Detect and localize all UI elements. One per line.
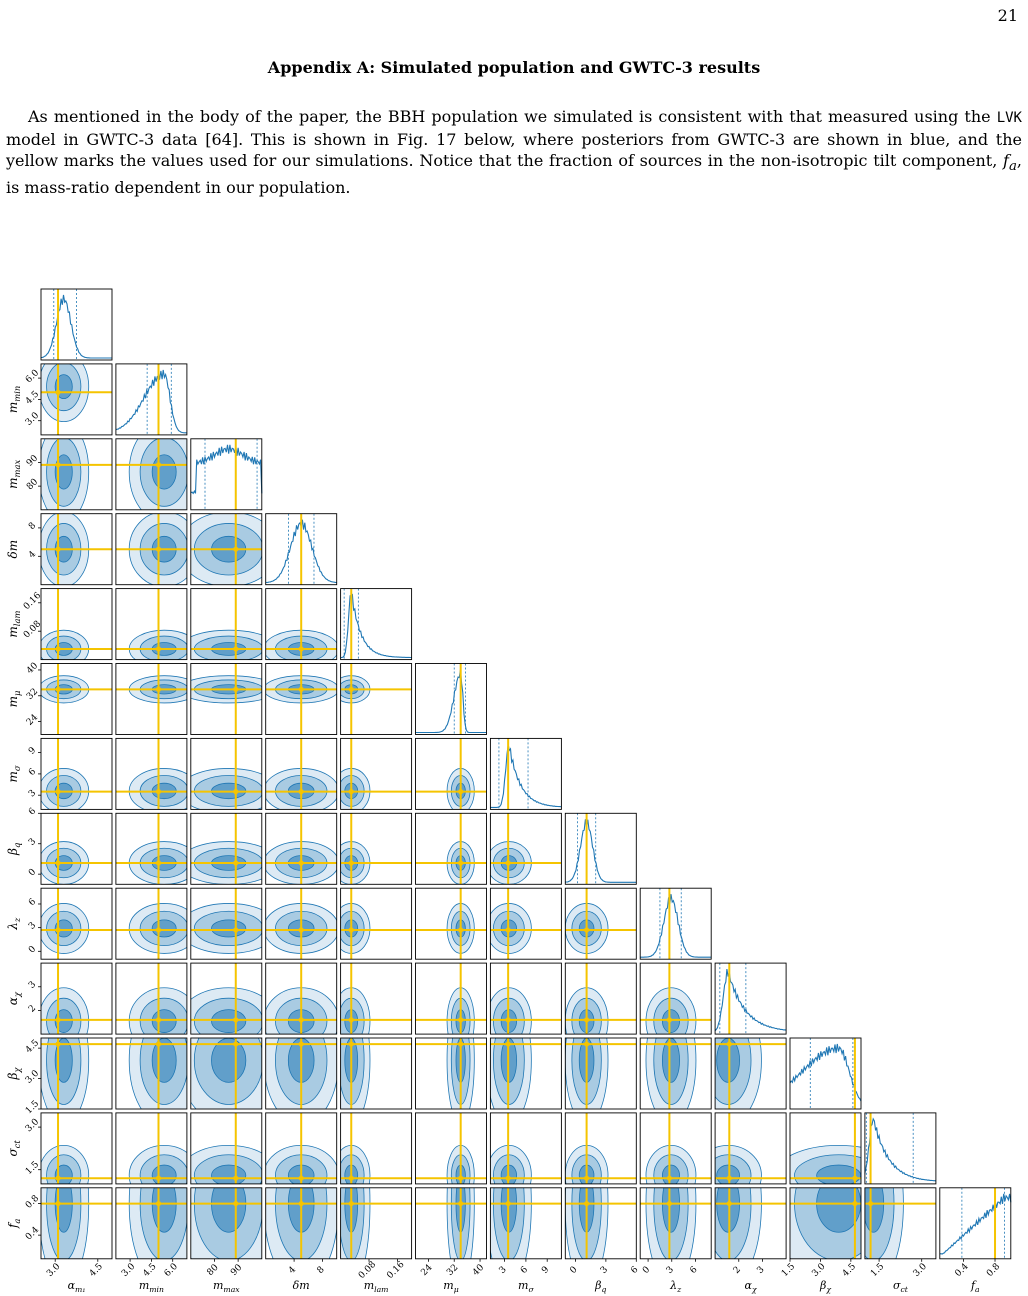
truth-point bbox=[458, 860, 463, 865]
truth-point bbox=[458, 1176, 463, 1181]
panel-frame bbox=[416, 664, 487, 735]
panel-2-0 bbox=[6, 422, 112, 522]
contour-level-3 bbox=[211, 1165, 245, 1186]
posterior-histogram bbox=[715, 969, 786, 1031]
panel-7-1 bbox=[116, 813, 199, 884]
truth-point bbox=[156, 1201, 161, 1206]
truth-point bbox=[55, 687, 60, 692]
truth-point bbox=[868, 1201, 873, 1206]
x-axis-label: $\alpha_{m_1}$ bbox=[67, 1278, 86, 1294]
panel-8-7 bbox=[565, 888, 636, 959]
truth-point bbox=[233, 1017, 238, 1022]
truth-point bbox=[667, 1017, 672, 1022]
truth-point bbox=[156, 927, 161, 932]
truth-point bbox=[156, 860, 161, 865]
truth-point bbox=[55, 927, 60, 932]
x-axis-label: δm bbox=[292, 1278, 310, 1292]
truth-point bbox=[349, 927, 354, 932]
y-tick-label: 3.0 bbox=[23, 1117, 42, 1135]
panel-3-0 bbox=[6, 512, 112, 587]
contour-level-3 bbox=[152, 1165, 176, 1186]
panel-2-1 bbox=[116, 422, 199, 522]
posterior-histogram bbox=[640, 894, 711, 957]
truth-point bbox=[156, 687, 161, 692]
y-tick-label: 40 bbox=[25, 660, 41, 677]
y-tick-label: 3 bbox=[27, 920, 39, 932]
panel-6-4 bbox=[333, 738, 412, 813]
posterior-histogram bbox=[416, 670, 487, 733]
x-tick-label: 3.0 bbox=[911, 1261, 929, 1279]
panel-5-5 bbox=[416, 664, 487, 735]
panel-8-0 bbox=[6, 888, 112, 959]
panel-12-5 bbox=[416, 1120, 487, 1294]
panel-7-7 bbox=[565, 813, 636, 884]
y-tick-label: 4 bbox=[27, 549, 39, 561]
truth-point bbox=[584, 1041, 589, 1046]
y-axis-label: $\beta_\chi$ bbox=[6, 1067, 22, 1080]
y-axis-label: $\sigma_{ct}$ bbox=[6, 1140, 22, 1157]
x-tick-label: 6 bbox=[688, 1264, 700, 1276]
truth-point bbox=[852, 1176, 857, 1181]
x-tick-label: 3 bbox=[497, 1264, 509, 1276]
contour-level-3 bbox=[662, 1165, 679, 1186]
x-axis-label: $m_\sigma$ bbox=[518, 1278, 534, 1294]
panel-8-6 bbox=[486, 888, 561, 959]
truth-point bbox=[233, 860, 238, 865]
contour-level-3 bbox=[152, 1010, 176, 1033]
truth-point bbox=[55, 860, 60, 865]
panel-10-9 bbox=[695, 996, 786, 1125]
symbol-f: f bbox=[1003, 151, 1009, 170]
y-tick-label: 4.5 bbox=[23, 1038, 42, 1056]
truth-point bbox=[506, 1201, 511, 1206]
posterior-histogram bbox=[940, 1194, 1011, 1254]
y-tick-label: 6.0 bbox=[23, 368, 42, 386]
truth-point bbox=[233, 547, 238, 552]
panel-7-2 bbox=[179, 813, 279, 884]
panel-4-1 bbox=[116, 589, 199, 668]
y-axis-label: $\beta_q$ bbox=[6, 842, 22, 855]
x-tick-label: 6 bbox=[518, 1264, 531, 1276]
truth-point bbox=[55, 462, 60, 467]
panel-7-4 bbox=[333, 813, 412, 884]
x-tick-label: 6.0 bbox=[162, 1261, 180, 1279]
contour-level-3 bbox=[211, 920, 245, 937]
y-tick-label: 8 bbox=[27, 520, 39, 533]
y-tick-label: 1.5 bbox=[23, 1159, 42, 1177]
truth-point bbox=[299, 927, 304, 932]
posterior-histogram bbox=[865, 1119, 936, 1181]
panel-4-2 bbox=[179, 589, 279, 668]
panel-11-11 bbox=[865, 1113, 936, 1184]
truth-point bbox=[458, 927, 463, 932]
truth-point bbox=[55, 390, 60, 395]
y-tick-label: 3.0 bbox=[23, 1068, 42, 1086]
truth-point bbox=[156, 789, 161, 794]
body-paragraph bbox=[6, 106, 1022, 198]
truth-point bbox=[233, 687, 238, 692]
truth-point bbox=[506, 927, 511, 932]
x-tick-label: 0 bbox=[641, 1264, 653, 1276]
x-axis-label: $\alpha_\chi$ bbox=[744, 1278, 757, 1294]
y-tick-label: 90 bbox=[25, 453, 41, 469]
panel-8-3 bbox=[264, 888, 339, 959]
y-tick-label: 9 bbox=[27, 745, 39, 757]
truth-point bbox=[233, 1041, 238, 1046]
truth-point bbox=[458, 1201, 463, 1206]
y-axis-label: $m_{lam}$ bbox=[6, 610, 22, 638]
panel-4-3 bbox=[264, 589, 339, 668]
truth-point bbox=[299, 1041, 304, 1046]
panel-1-0 bbox=[6, 352, 112, 435]
panel-7-3 bbox=[264, 813, 339, 884]
truth-point bbox=[727, 1041, 732, 1046]
panel-6-5 bbox=[416, 738, 487, 813]
x-tick-label: 8 bbox=[315, 1264, 327, 1276]
page-number: 21 bbox=[997, 6, 1018, 25]
panel-6-2 bbox=[179, 738, 279, 813]
truth-point bbox=[156, 1041, 161, 1046]
truth-point bbox=[156, 547, 161, 552]
x-axis-label: $\lambda_z$ bbox=[670, 1278, 682, 1294]
truth-point bbox=[667, 1041, 672, 1046]
truth-point bbox=[55, 1201, 60, 1206]
panel-6-3 bbox=[264, 738, 339, 813]
y-tick-label: 32 bbox=[25, 686, 41, 702]
y-axis-label: δm bbox=[6, 539, 20, 559]
truth-point bbox=[156, 1017, 161, 1022]
x-axis-label: $m_{min}$ bbox=[138, 1278, 164, 1294]
x-tick-label: 6 bbox=[629, 1264, 641, 1276]
contour-level-3 bbox=[717, 1165, 740, 1186]
posterior-histogram bbox=[490, 744, 561, 807]
truth-point bbox=[584, 1201, 589, 1206]
section-heading: Appendix A: Simulated population and GWTC-3 results bbox=[267, 58, 761, 77]
y-tick-label: 1.5 bbox=[23, 1098, 42, 1117]
y-tick-label: 4.5 bbox=[23, 389, 42, 407]
panel-3-1 bbox=[116, 512, 199, 587]
truth-point bbox=[584, 927, 589, 932]
y-tick-label: 6 bbox=[27, 897, 39, 909]
truth-point bbox=[584, 1017, 589, 1022]
truth-point bbox=[667, 1176, 672, 1181]
x-tick-label: 9 bbox=[540, 1264, 552, 1276]
y-tick-label: 3 bbox=[27, 979, 39, 991]
y-axis-label: $m_\mu$ bbox=[6, 690, 22, 708]
panel-5-2 bbox=[179, 664, 279, 735]
x-tick-label: 3 bbox=[755, 1264, 767, 1276]
panel-frame bbox=[565, 813, 636, 884]
x-axis-label: $m_{lam}$ bbox=[363, 1278, 389, 1294]
x-tick-label: 3.0 bbox=[810, 1261, 828, 1279]
truth-point bbox=[349, 860, 354, 865]
truth-point bbox=[233, 789, 238, 794]
panel-6-1 bbox=[116, 738, 199, 813]
truth-point bbox=[299, 860, 304, 865]
y-axis-label: $m_{max}$ bbox=[6, 459, 22, 489]
paragraph-text-1: As mentioned in the body of the paper, the BBH population we simulated is consistent with that measured using the bbox=[28, 107, 997, 126]
x-tick-label: 2 bbox=[731, 1264, 743, 1276]
panel-12-4 bbox=[333, 1120, 412, 1294]
paragraph-text-2: model in GWTC-3 data [64]. This is shown in Fig. 17 below, where posteriors from GWTC-3 are shown in blue, and the yellow marks the values used for our simulations. Notice that the fraction of sources in the non-isotropic tilt component, bbox=[6, 130, 1022, 170]
x-tick-label: 4.5 bbox=[840, 1261, 859, 1279]
truth-point bbox=[349, 1041, 354, 1046]
posterior-histogram bbox=[565, 819, 636, 882]
truth-point bbox=[233, 1201, 238, 1206]
truth-point bbox=[55, 1041, 60, 1046]
truth-point bbox=[584, 1176, 589, 1181]
x-tick-label: 0.16 bbox=[385, 1259, 407, 1282]
truth-point bbox=[299, 1201, 304, 1206]
posterior-histogram bbox=[191, 445, 262, 494]
y-tick-label: 0.4 bbox=[23, 1225, 42, 1243]
y-tick-label: 24 bbox=[25, 712, 41, 728]
panel-12-7 bbox=[565, 1120, 640, 1294]
panel-4-4 bbox=[341, 589, 412, 660]
y-tick-label: 2 bbox=[27, 1003, 39, 1015]
y-axis-label: $m_{min}$ bbox=[6, 385, 22, 414]
truth-point bbox=[458, 1017, 463, 1022]
y-tick-label: 80 bbox=[25, 477, 41, 493]
panel-6-0 bbox=[6, 738, 112, 813]
panel-7-5 bbox=[416, 813, 487, 884]
panel-6-6 bbox=[490, 738, 561, 809]
corner-plot bbox=[0, 280, 1028, 1296]
x-tick-label: 0 bbox=[568, 1264, 580, 1276]
panel-0-0 bbox=[41, 289, 112, 360]
paragraph-text-3: , is mass-ratio dependent in our population. bbox=[6, 151, 1022, 198]
panel-3-2 bbox=[179, 512, 279, 587]
panel-5-4 bbox=[333, 664, 412, 735]
x-tick-label: 0.08 bbox=[356, 1259, 379, 1282]
truth-point bbox=[506, 1176, 511, 1181]
x-tick-label: 3.0 bbox=[45, 1261, 63, 1279]
y-tick-label: 6 bbox=[27, 806, 39, 818]
panel-2-2 bbox=[191, 439, 262, 510]
panel-8-8 bbox=[640, 888, 711, 959]
y-axis-label: $\lambda_z$ bbox=[6, 917, 22, 930]
panel-4-0 bbox=[6, 589, 112, 668]
panel-1-1 bbox=[116, 364, 187, 435]
x-tick-label: 80 bbox=[205, 1262, 221, 1278]
panel-12-9 bbox=[695, 1120, 786, 1294]
truth-point bbox=[233, 1176, 238, 1181]
truth-point bbox=[299, 1017, 304, 1022]
panel-5-3 bbox=[264, 664, 339, 735]
panel-8-2 bbox=[179, 888, 279, 959]
panel-3-3 bbox=[266, 514, 337, 585]
truth-point bbox=[349, 1176, 354, 1181]
truth-point bbox=[299, 646, 304, 651]
y-tick-label: 3.0 bbox=[23, 410, 42, 428]
x-tick-label: 32 bbox=[445, 1262, 461, 1278]
panel-8-4 bbox=[333, 888, 412, 959]
x-tick-label: 3.0 bbox=[120, 1261, 138, 1279]
y-axis-label: $\alpha_\chi$ bbox=[6, 992, 22, 1006]
x-axis-label: $\beta_q$ bbox=[595, 1278, 607, 1294]
panel-12-12 bbox=[940, 1188, 1011, 1294]
y-tick-label: 3 bbox=[27, 836, 39, 848]
y-tick-label: 0.8 bbox=[23, 1193, 42, 1211]
y-tick-label: 0.08 bbox=[21, 619, 44, 641]
truth-point bbox=[506, 860, 511, 865]
panel-8-1 bbox=[116, 888, 199, 959]
truth-point bbox=[727, 1176, 732, 1181]
x-tick-label: 0.4 bbox=[953, 1261, 971, 1279]
panel-9-9 bbox=[715, 963, 786, 1034]
truth-point bbox=[506, 1017, 511, 1022]
truth-point bbox=[349, 687, 354, 692]
truth-point bbox=[55, 547, 60, 552]
x-tick-label: 0.8 bbox=[985, 1261, 1003, 1279]
x-tick-label: 4.5 bbox=[87, 1261, 105, 1279]
y-axis-label: $m_\sigma$ bbox=[6, 765, 22, 783]
posterior-histogram bbox=[116, 370, 187, 433]
truth-point bbox=[299, 687, 304, 692]
panel-7-0 bbox=[6, 806, 112, 884]
panel-12-6 bbox=[486, 1120, 561, 1294]
posterior-histogram bbox=[790, 1044, 861, 1101]
truth-point bbox=[458, 789, 463, 794]
truth-point bbox=[233, 646, 238, 651]
panel-8-5 bbox=[416, 888, 487, 959]
x-tick-label: 40 bbox=[471, 1262, 487, 1278]
panel-frame bbox=[715, 963, 786, 1034]
truth-point bbox=[299, 1176, 304, 1181]
truth-point bbox=[667, 1201, 672, 1206]
truth-point bbox=[55, 646, 60, 651]
panel-5-0 bbox=[6, 661, 112, 735]
y-tick-label: 0 bbox=[27, 867, 39, 879]
code-lvk: LVK bbox=[996, 110, 1022, 126]
x-axis-label: $\sigma_{ct}$ bbox=[892, 1278, 908, 1294]
x-tick-label: 3 bbox=[598, 1264, 611, 1276]
contour-level-3 bbox=[152, 920, 176, 937]
truth-point bbox=[727, 1201, 732, 1206]
symbol-subscript: a bbox=[1008, 159, 1017, 175]
x-tick-label: 4 bbox=[287, 1264, 299, 1276]
y-tick-label: 6 bbox=[27, 766, 39, 779]
truth-point bbox=[55, 1017, 60, 1022]
panel-7-6 bbox=[486, 813, 561, 884]
truth-point bbox=[349, 1017, 354, 1022]
y-tick-label: 0 bbox=[27, 944, 39, 956]
truth-point bbox=[299, 789, 304, 794]
truth-point bbox=[156, 462, 161, 467]
truth-point bbox=[852, 1201, 857, 1206]
panel-frame bbox=[640, 888, 711, 959]
panel-frame bbox=[865, 1113, 936, 1184]
truth-point bbox=[349, 1201, 354, 1206]
y-axis-label: $f_a$ bbox=[6, 1218, 22, 1229]
y-tick-label: 0.16 bbox=[21, 590, 44, 613]
x-tick-label: 3 bbox=[664, 1264, 676, 1276]
truth-point bbox=[506, 1041, 511, 1046]
x-tick-label: 4.5 bbox=[141, 1261, 159, 1279]
truth-point bbox=[156, 646, 161, 651]
x-axis-label: $m_\mu$ bbox=[443, 1278, 459, 1294]
y-tick-label: 3 bbox=[27, 788, 39, 800]
panel-frame bbox=[490, 738, 561, 809]
x-tick-label: 1.5 bbox=[779, 1261, 798, 1279]
x-axis-label: $\beta_\chi$ bbox=[819, 1278, 832, 1294]
x-axis-label: $f_a$ bbox=[970, 1278, 980, 1294]
truth-point bbox=[233, 927, 238, 932]
truth-point bbox=[156, 1176, 161, 1181]
contour-level-3 bbox=[152, 455, 176, 489]
panel-5-1 bbox=[116, 664, 199, 735]
x-tick-label: 1.5 bbox=[869, 1261, 887, 1279]
truth-point bbox=[55, 789, 60, 794]
x-tick-label: 90 bbox=[229, 1262, 245, 1278]
x-tick-label: 24 bbox=[419, 1262, 435, 1278]
x-axis-label: $m_{max}$ bbox=[212, 1278, 240, 1294]
truth-point bbox=[349, 789, 354, 794]
panel-10-10 bbox=[790, 1038, 861, 1109]
contour-level-3 bbox=[211, 1010, 245, 1033]
truth-point bbox=[458, 1041, 463, 1046]
truth-point bbox=[55, 1176, 60, 1181]
